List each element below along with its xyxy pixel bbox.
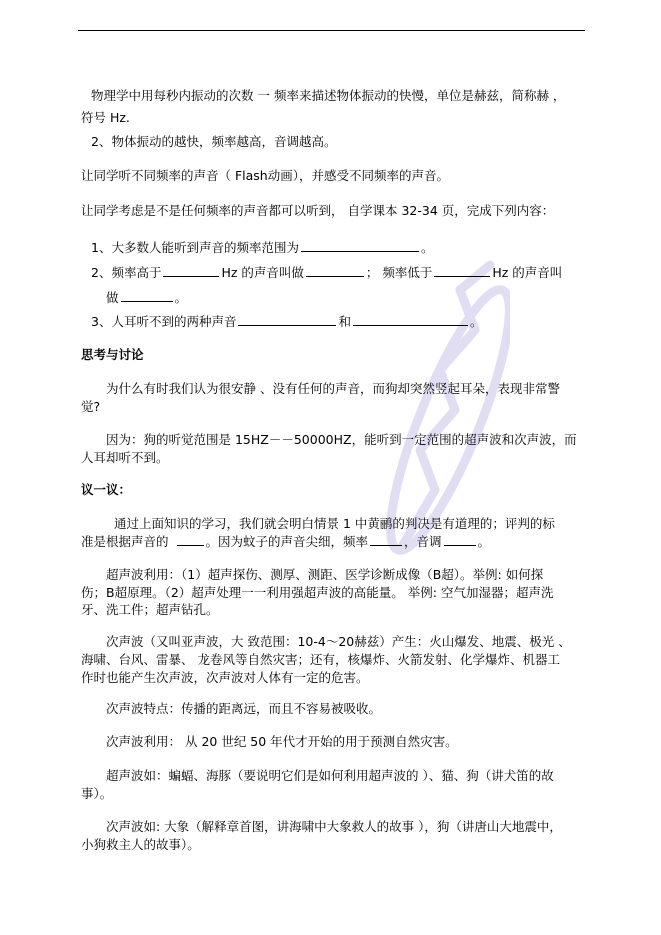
question-2-text-e: 做 [106,290,119,305]
heading-discussion: 思考与讨论 [81,347,144,362]
question-2-text-b: Hz 的声音叫做 [221,265,304,280]
blank-criterion[interactable] [177,533,204,546]
question-3-text-b: 和 [338,314,351,329]
blank-infrasonic-name[interactable] [121,289,173,302]
ultrasound-use-line2: 伤；B超原理。（2）超声处理一一利用强超声波的高能量。 举例: 空气加湿器；超声洗 [81,585,554,600]
para-selfstudy: 让同学考虑是不是任何频率的声音都可以听到， 自学课本 32-34 页，完成下列内容： [81,203,555,218]
question-2-cont [106,289,187,307]
blank-mosquito-frequency[interactable] [370,533,402,546]
question-1 [91,239,433,257]
para-pitch: 2、物体振动的越快，频率越高，音调越高。 [91,134,337,149]
talk-para-line2 [81,533,490,551]
question-2-text-c: ； 频率低于 [365,265,433,280]
ultrasound-use-line3: 牙、洗工件；超声钻孔。 [81,602,219,617]
para-frequency-line1: 物理学中用每秒内振动的次数 一 频率来描述物体振动的快慢，单位是赫兹，简称赫 ， [91,88,566,103]
discussion-question-line2: 觉? [81,399,101,414]
infrasound-source-line2: 海啸、台风、雷暴、 龙卷风等自然灾害；还有，核爆炸、火箭发射、化学爆炸、机器工 [81,652,560,667]
infrasound-source-line3: 作时也能产生次声波，次声波对人体有一定的危害。 [81,670,369,685]
para-frequency-line2: 符号 Hz. [81,110,130,125]
question-1-end: 。 [420,240,434,255]
talk-text-a: 准是根据声音的 [81,534,169,549]
blank-infrasonic-threshold[interactable] [434,264,490,277]
discussion-answer-line2: 人耳却听不到。 [81,450,169,465]
talk-para-line1: 通过上面知识的学习，我们就会明白情景 1 中黄鹂的判决是有道理的；评判的标 [114,516,555,531]
discussion-answer-line1: 因为：狗的听觉范围是 15HZ－－50000HZ，能听到一定范围的超声波和次声波，而 [106,432,577,447]
question-2-text-a: 2、频率高于 [91,265,162,280]
infrasound-example-line2: 小狗救主人的故事）。 [81,837,200,852]
infrasound-feature: 次声波特点：传播的距离远，而且不容易被吸收。 [106,701,382,716]
blank-hearing-range[interactable] [301,239,419,252]
blank-ultrasonic-name[interactable] [306,264,364,277]
talk-end: 。 [477,534,491,549]
discussion-question-line1: 为什么有时我们认为很安静 、没有任何的声音，而狗却突然竖起耳朵，表现非常警 [106,381,560,396]
question-3-end: 。 [469,314,483,329]
blank-inaudible-2[interactable] [353,313,468,326]
infrasound-use: 次声波利用： 从 20 世纪 50 年代才开始的用于预测自然灾害。 [106,734,458,749]
infrasound-source-line1: 次声波（又叫亚声波，大 致范围：10-4～20赫兹）产生：火山爆发、地震、极光 、 [106,634,571,649]
blank-ultrasonic-threshold[interactable] [163,264,219,277]
blank-inaudible-1[interactable] [238,313,336,326]
blank-mosquito-pitch[interactable] [444,533,476,546]
ultrasound-example-line2: 事）。 [81,786,113,801]
question-1-text: 1、大多数人能听到声音的频率范围为 [91,240,299,255]
talk-text-c: ，音调 [404,534,442,549]
question-2 [91,264,562,282]
heading-talk: 议一议： [81,482,132,497]
question-3 [91,313,483,331]
question-3-text-a: 3、人耳听不到的两种声音 [91,314,237,329]
header-rule [78,30,585,31]
question-2-end: 。 [174,290,188,305]
ultrasound-use-line1: 超声波利用：（1）超声探伤、测厚、测距、医学诊断成像（B超）。举例: 如何探 [106,567,544,582]
question-2-text-d: Hz 的声音叫 [492,265,563,280]
ultrasound-example-line1: 超声波如：蝙蝠、海豚（要说明它们是如何利用超声波的 ）、猫、狗（讲犬笛的故 [106,768,554,783]
para-flash: 让同学听不同频率的声音（ Flash动画），并感受不同频率的声音。 [81,168,449,183]
talk-text-b: 。因为蚊子的声音尖细，频率 [205,534,369,549]
infrasound-example-line1: 次声波如: 大象（解释章首图，讲海啸中大象救人的故事 ），狗（讲唐山大地震中， [106,819,562,834]
